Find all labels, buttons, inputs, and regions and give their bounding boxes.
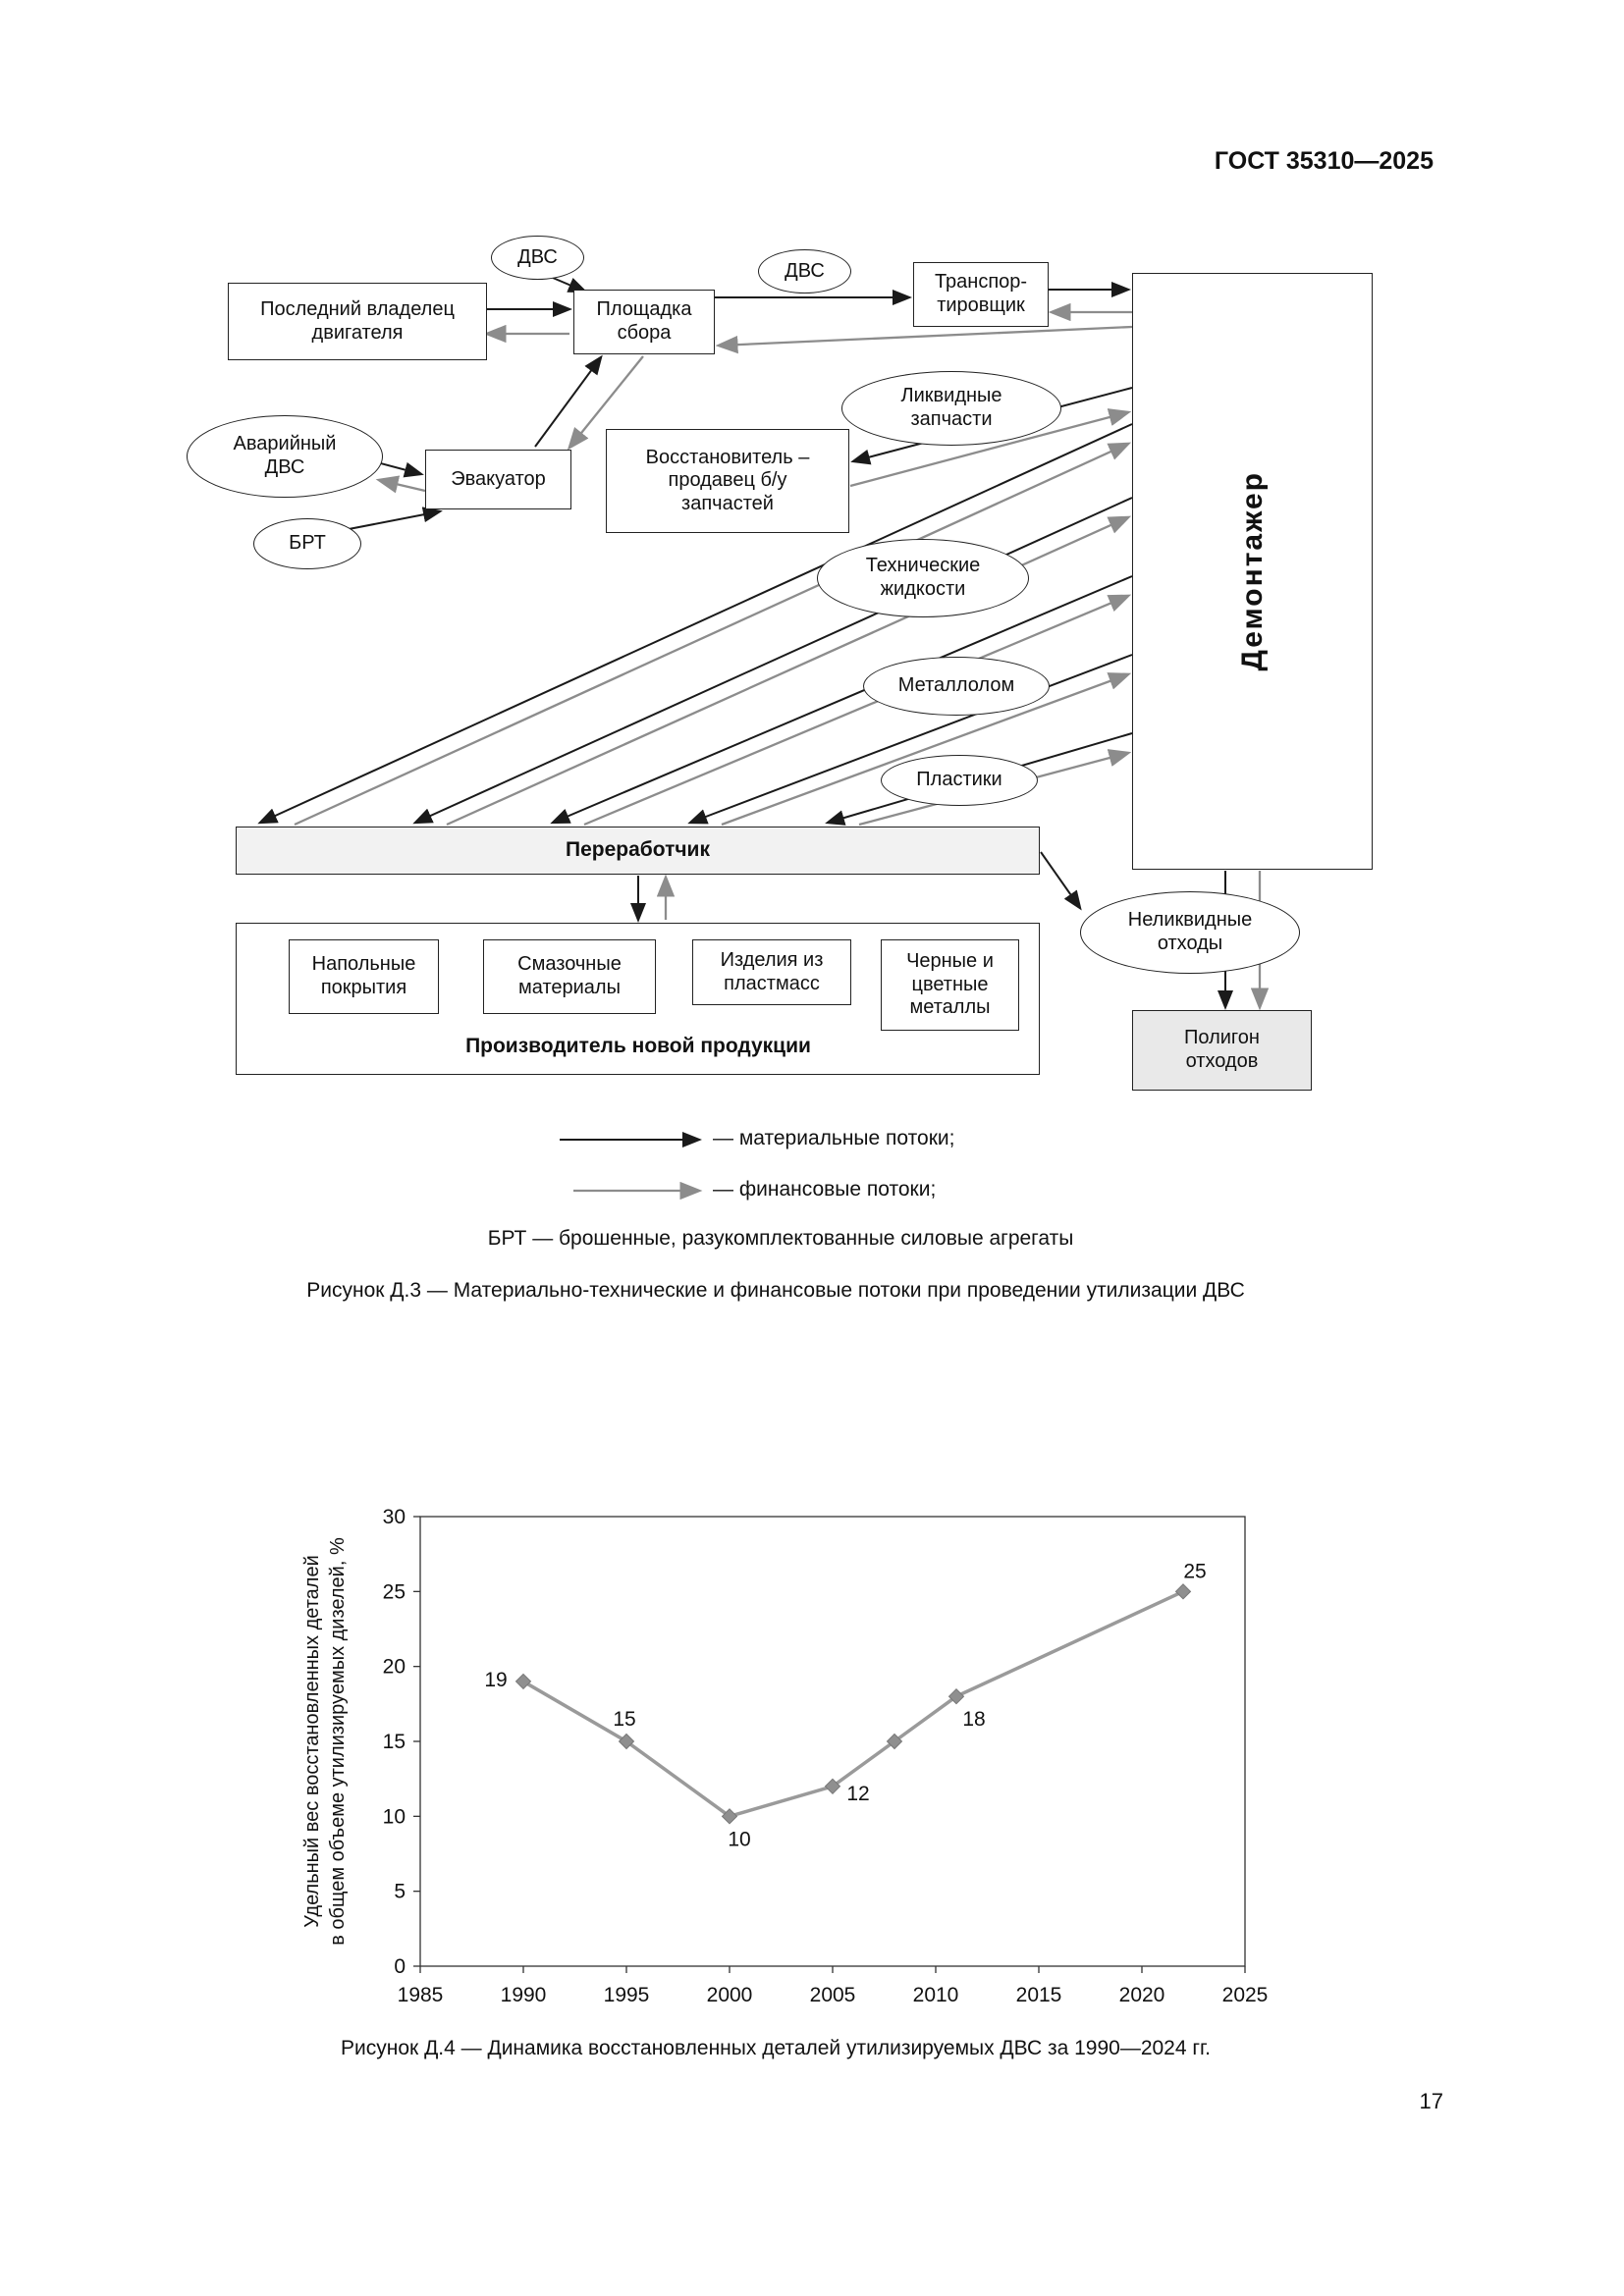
box-evacuator: Эвакуатор bbox=[425, 450, 571, 509]
x-tick-label: 2020 bbox=[1118, 1984, 1165, 2006]
y-tick-label: 15 bbox=[382, 1731, 406, 1753]
x-tick-label: 2000 bbox=[706, 1984, 753, 2006]
box-collection-site: Площадка сбора bbox=[573, 290, 715, 354]
box-landfill: Полигон отходов bbox=[1132, 1010, 1312, 1091]
page-number: 17 bbox=[1419, 2089, 1443, 2113]
y-tick-label: 30 bbox=[382, 1506, 406, 1528]
x-tick-label: 2025 bbox=[1221, 1984, 1269, 2006]
ellipse-liquid-parts: Ликвидные запчасти bbox=[841, 371, 1061, 446]
data-point-label: 15 bbox=[613, 1708, 636, 1731]
y-tick-label: 25 bbox=[382, 1580, 406, 1604]
document-header: ГОСТ 35310—2025 bbox=[1214, 147, 1434, 175]
legend-material-label: — материальные потоки; bbox=[713, 1127, 955, 1149]
ellipse-dvs-top-right: ДВС bbox=[758, 249, 851, 294]
box-floor-coverings: Напольные покрытия bbox=[289, 939, 439, 1014]
legend-arrow-samples bbox=[560, 1140, 699, 1191]
y-axis-title-line2: в общем объеме утилизируемых дизелей, % bbox=[327, 1537, 349, 1946]
box-dismantler-label: Демонтажер bbox=[1235, 471, 1269, 671]
data-point-label: 19 bbox=[484, 1668, 508, 1691]
legend-financial-label: — финансовые потоки; bbox=[713, 1178, 937, 1201]
data-point-label: 18 bbox=[962, 1708, 986, 1732]
y-tick-label: 20 bbox=[382, 1655, 406, 1679]
y-tick-label: 0 bbox=[394, 1955, 406, 1978]
box-dismantler bbox=[1132, 273, 1373, 870]
ellipse-plastics: Пластики bbox=[881, 755, 1038, 806]
x-tick-label: 2005 bbox=[809, 1984, 856, 2006]
y-axis-title-line1: Удельный вес восстановленных деталей bbox=[301, 1555, 323, 1928]
material-flow-arrows bbox=[260, 278, 1225, 1007]
plot-area bbox=[420, 1517, 1245, 1966]
y-tick-label: 10 bbox=[382, 1805, 406, 1829]
box-metals: Черные и цветные металлы bbox=[881, 939, 1019, 1031]
x-tick-label: 2015 bbox=[1015, 1984, 1062, 2006]
ellipse-tech-fluids: Технические жидкости bbox=[817, 539, 1029, 617]
data-point-label: 12 bbox=[846, 1782, 870, 1805]
box-processor: Переработчик bbox=[236, 827, 1040, 875]
box-plastic-products: Изделия из пластмасс bbox=[692, 939, 851, 1005]
x-tick-label: 1985 bbox=[397, 1984, 444, 2006]
figure-d4-caption: Рисунок Д.4 — Динамика восстановленных деталей утилизируемых ДВС за 1990—2024 гг. bbox=[341, 2037, 1211, 2059]
box-lubricants: Смазочные материалы bbox=[483, 939, 656, 1014]
x-tick-label: 1995 bbox=[603, 1984, 650, 2006]
data-point-label: 25 bbox=[1183, 1560, 1207, 1583]
x-tick-label: 2010 bbox=[912, 1984, 959, 2006]
brt-note: БРТ — брошенные, разукомплектованные силовые агрегаты bbox=[487, 1227, 1074, 1250]
ellipse-brt: БРТ bbox=[253, 518, 361, 569]
y-tick-label: 5 bbox=[394, 1880, 406, 1903]
ellipse-accident-dvs: Аварийный ДВС bbox=[187, 415, 383, 498]
data-point-marker bbox=[516, 1674, 531, 1688]
line-chart bbox=[295, 1492, 1296, 2042]
ellipse-illiquid-waste: Неликвидные отходы bbox=[1080, 891, 1300, 974]
figure-d3-caption: Рисунок Д.3 — Материально-технические и финансовые потоки при проведении утилизации ДВС bbox=[306, 1279, 1245, 1302]
x-tick-label: 1990 bbox=[500, 1984, 547, 2006]
data-point-marker bbox=[1176, 1584, 1191, 1599]
data-point-label: 10 bbox=[728, 1828, 751, 1851]
ellipse-scrap-metal: Металлолом bbox=[863, 657, 1050, 716]
box-last-owner: Последний владелец двигателя bbox=[228, 283, 487, 360]
ellipse-dvs-top-left: ДВС bbox=[491, 236, 584, 280]
box-producer-label: Производитель новой продукции bbox=[465, 1035, 811, 1057]
box-transporter: Транспор-тировщик bbox=[913, 262, 1049, 327]
box-restorer: Восстановитель – продавец б/у запчастей bbox=[606, 429, 849, 533]
